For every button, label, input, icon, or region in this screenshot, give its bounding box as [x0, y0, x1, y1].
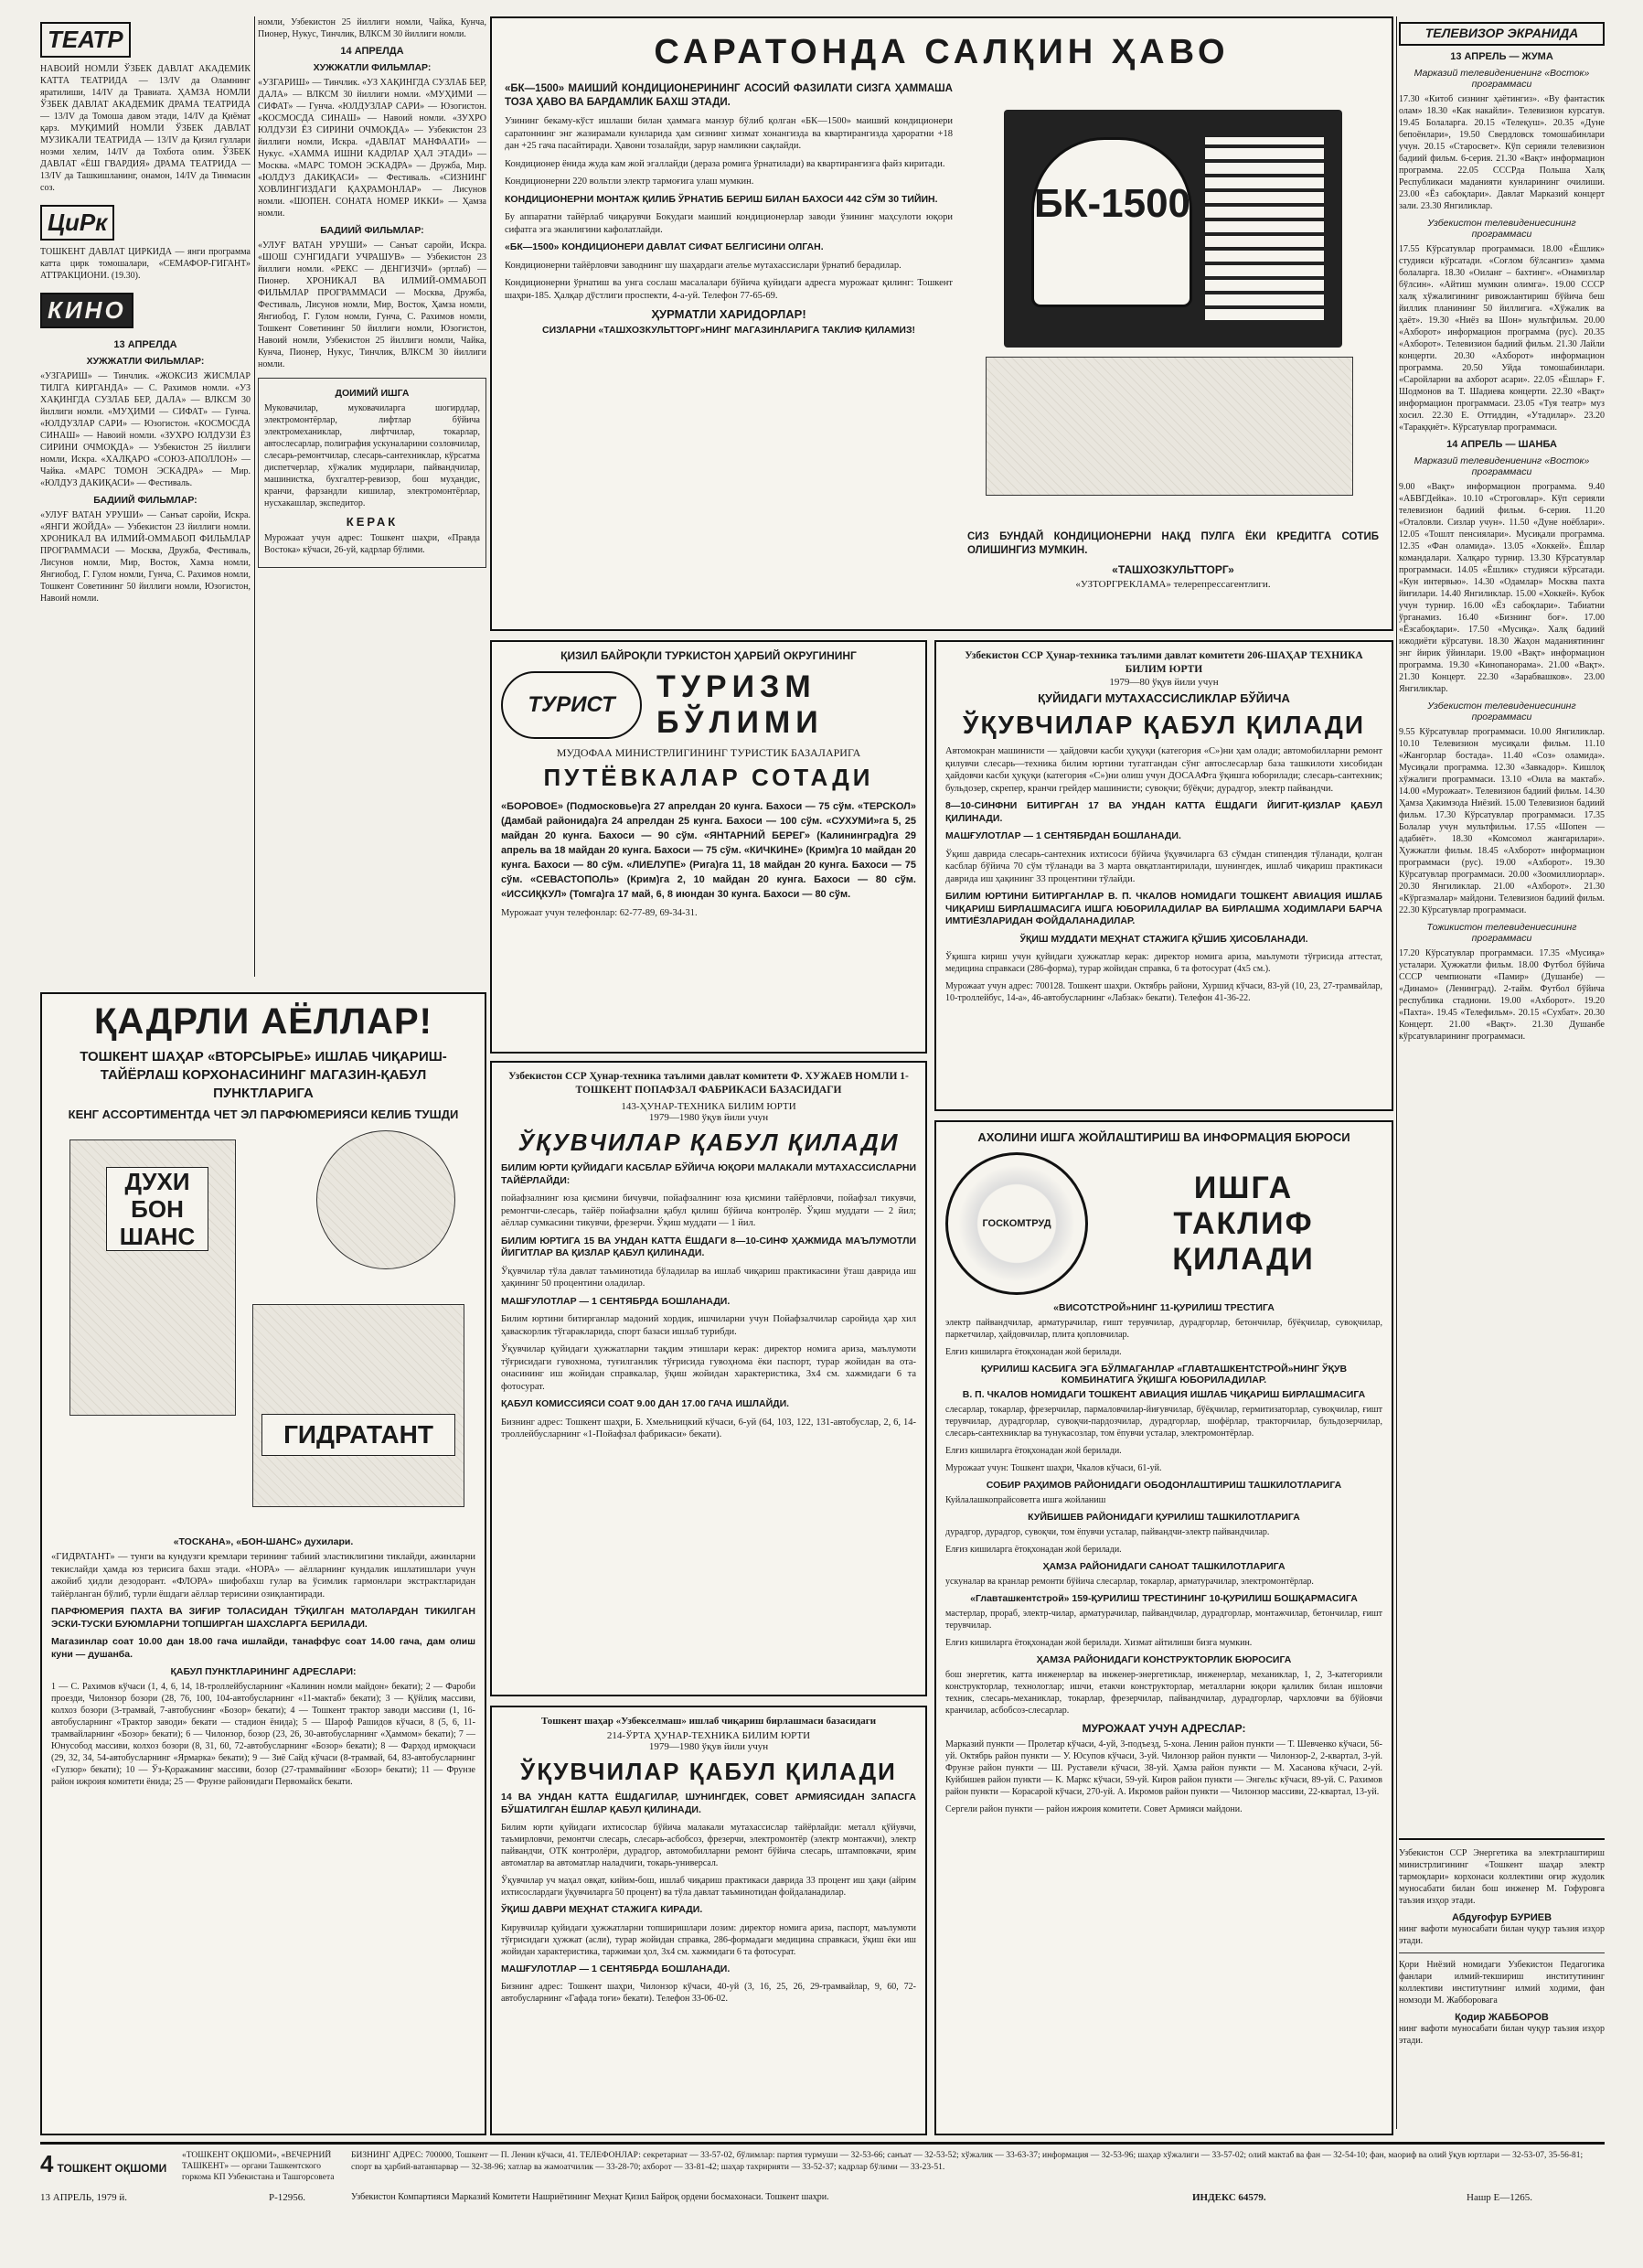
tv-t5: 17.20 Кўрсатувлар программаси. 17.35 «Мусиқа» усталари. Ҳужжатли фильм. 18.00 Футбол бўйича СССР чемпионати «Памир» (Душанбе) — «Динамо» (Ленинград). 2-тайм. Футбол бўйича республика стадиони. 19.00 «Ахборот». 19.20 «Пахта». 19.45 «Телефильм». 20.15 «Сухбат». 20.30 Концерт. 21.00 «Вақт». 21.30 Душанбе кўрсатувларининг программаси. — [1399, 948, 1605, 1042]
employment-b8: бош энергетик, катта инженерлар ва инженер-энергетиклар, инженерлар, механиклар, 1, 2, 3-категорияли конструкторлар, технологлар; ишчи, етакчи конструкторлар, металларни юқори қалилик билан ишловчи техник, слесарь-механиклар, токарлар, фрезерчилар, пайвандчилар, дурадгорлар, чархловчи ва бўйовчи кранчилар, асбобсоз-слесарлар. — [945, 1670, 1382, 1716]
kerak-title: КЕРАК — [346, 515, 399, 529]
tv-program-column — [1399, 16, 1605, 1048]
column-cinema-continued — [258, 16, 486, 568]
ac-p7: «БК—1500» КОНДИЦИОНЕРИ ДАВЛАТ СИФАТ БЕЛГИСИНИ ОЛГАН. — [505, 241, 824, 252]
footer-issue: «ТОШКЕНТ ОҚШОМИ», «ВЕЧЕРНИЙ ТАШКЕНТ» — органи Ташкентского горкома КП Узбекистана и Ташгорсовета — [182, 2151, 335, 2182]
newspaper-footer — [40, 2142, 1605, 2209]
employment-b1: электр пайвандчилар, арматурачилар, ғишт терувчилар, дурадгорлар, бетончилар, бўёқчилар, сувоқчилар, паркетчилар, ҳайдовчилар, плита қопловчилар. — [945, 1318, 1382, 1340]
teatr-listing: НАВОИЙ НОМЛИ ЎЗБЕК ДАВЛАТ АКАДЕМИК КАТТА ТЕАТРИДА — 13/IV да Оламнинг яратилиши, 14/IV да Травиата. ҲАМЗА НОМЛИ ЎЗБЕК ДАВЛАТ АКАДЕМИК ДРАМА ТЕАТРИДА — 13/IV да Томоша давом этади, 14/IV да Қиёмат қарз. МУҚИМИЙ НОМЛИ ЎЗБЕК ДАВЛАТ МУЗИКАЛИ ТЕАТРИДА — 13/IV да Қизил гуллари ноэми хелим, 14/IV да Тохбота олим. ЎЗБЕК ДАВЛАТ «ЁШ ГВАРДИЯ» ДРАМА ТЕАТРИДА — 13/IV да Ташкишланинг, онамон, 14/IV да Тинмасин соз. — [40, 64, 251, 193]
employment-title3: ҚИЛАДИ — [1172, 1241, 1315, 1277]
school-206-address: Мурожаат учун адрес: 700128. Тошкент шаҳри. Октябрь райони, Хуршид кўчаси, 83-уй (10, 23, 27-трамвайлар, 10-троллейбус, 14-а», 46-автобусларнинг «Лабзак» бекати). Телефон 41-36-22. — [945, 981, 1382, 1003]
employment-address-title: МУРОЖААТ УЧУН АДРЕСЛАР: — [1082, 1722, 1246, 1735]
school-143-b8: ҚАБУЛ КОМИССИЯСИ СОАТ 9.00 ДАН 17.00 ГАЧА ИШЛАЙДИ. — [501, 1398, 790, 1409]
employment-address-list2: Сергели район пункти — район ижроия комитети. Совет Армияси майдони. — [945, 1804, 1243, 1814]
hydratant-label: ГИДРАТАНТ — [261, 1414, 455, 1456]
school-214-b3: Ўқувчилар уч маҳал овқат, кийим-бош, ишлаб чиқариш практикаси даврида 33 процент иш ҳақи (айрим ихтисослардаги ўқувчиларга 50 процент) ва тўла давлат таъминотидан фойдаланадилар. — [501, 1876, 916, 1898]
perfume-body: «ГИДРАТАНТ» — тунги ва кундузги кремлари терининг табиий эластиклигини тиклайди, ажинларни текислайди ҳамда юз терисига бахш этади. «НОРА» — аёлларнинг кундалик ишлатишлари учун ажойиб ҳидли дезодорант. «ФЛОРА» шифобахш гулар ва ўсимлик гармонлари экстрактларидан тайёрланган бўлиб, турли ёшдаги аёллар терисини озиқлантиради. — [51, 1552, 475, 1599]
employment-title2: ТАКЛИФ — [1173, 1205, 1314, 1241]
employment-b7: мастерлар, прораб, электр-чилар, арматурачилар, пайвандчилар, дурадгорлар, монтажчилар, бетончилар, ғишт терувчилар. — [945, 1609, 1382, 1631]
teatr-logo: ТЕАТР — [40, 22, 131, 58]
school-143-top: Узбекистон ССР Ҳунар-техника таълими давлат комитети Ф. ХУЖАЕВ НОМЛИ 1-ТОШКЕНТ ПОПАФЗАЛ ФАБРИКАСИ БАЗАСИДАГИ — [508, 1071, 909, 1096]
school-143-title: ЎҚУВЧИЛАР ҚАБУЛ ҚИЛАДИ — [517, 1129, 900, 1156]
school-214-ad — [490, 1706, 927, 2135]
kino-documentary-listing: «УЗГАРИШ» — Тинчлик. «ЖОКСИЗ ЖИСМЛАР ТИЛГА КИРГАНДА» — С. Рахимов номли. «УЗ ХАҚИНГДА СУЗЛАБ БЕР, ДАЛА» — ВЛКСМ 30 йиллиги номли. «МУҲИМИ — СИФАТ» — Гунча. «ЮЛДУЗЛАР САРИ» — Юзогистон. «КОСМОСДА СИНАШ» — Навоий номли. «ЗУХРО ЮЛДУЗИ ЁЗ СИРИНИ ОЧМОҚДА» — Узбекистон 25 йиллиги номли, Искра. «ХАЛҚАРО «СОЮЗ-АПОЛЛОН» — Чайка. «МАРС ТОМОН ЭСКАДРА» — Мир. «ЮЛДУЗ ДАКИҚАСИ» — Фестиваль. — [40, 371, 251, 488]
employment-n1: Елғиз кишиларга ётоқхонадан жой берилади. — [945, 1347, 1122, 1357]
column-theatre-cinema — [40, 16, 251, 610]
perfume-ad-intro: ТОШКЕНТ ШАҲАР «ВТОРСЫРЬЕ» ИШЛАБ ЧИҚАРИШ-ТАЙЁРЛАШ КОРХОНАСИНИНГ МАГАЗИН-ҚАБУЛ ПУНКТЛАРИГА — [80, 1049, 447, 1101]
perfume-hours: Магазинлар соат 10.00 дан 18.00 гача ишлайди, танаффус соат 14.00 гача, дам олиш куни — душанба. — [51, 1636, 475, 1660]
tv-t3: 9.00 «Вақт» информацион программа. 9.40 «АБВГДейка». 10.10 «Строговлар». Кўп серияли телевизион бадиий фильм. 6-серия. 11.20 «Оталовли. Сизлар учун». 11.50 «Дуне ноёблари». 12.05 «Тошлт пенсиялари». Мусиқали программа. 12.35 «Фан оламида». 13.05 «Хоккей». Ёшлар командалари. Халқаро турнир. 13.30 Кўрсатувлар программаси. 14.05 «Ёшлик» студияси кўрсатади. «Кун интервью». 14.30 «Одамлар» Москва пахта йиғилари. 14.40 Янгиликлар. 15.00 «Хоккей». Кубок учун турнир. 16.00 «Ёз сабоқлари». Табиатни ўрганамиз. 16.40 «Бизнинг боғ». 17.00 «Ёзсабоқлари». 17.50 «Мусиқа». Халқ бадиий ижодиёти кўрсатуви. 18.30 Жаҳон маданиятининг энг йирик ўйинлари. 19.00 «Вақт» информацион программа. 19.30 «Кинопанорама». 21.00 «Вақт». 21.30 Концерт. 22.30 «Зарабвашков». 23.00 Янгиликлар. — [1399, 482, 1605, 694]
footer-printer: Узбекистон Компартияси Марказий Комитети Нашриётининг Меҳнат Қизил Байроқ ордени босмахонаси. Тошкент шаҳри. — [351, 2192, 829, 2202]
goskomtrud-logo: ГОСКОМТРУД — [945, 1152, 1088, 1295]
tv-logo: ТЕЛЕВИЗОР ЭКРАНИДА — [1399, 22, 1605, 46]
tv-s5: Тожикистон телевидениесининг программаси — [1426, 922, 1577, 944]
employment-ad — [934, 1120, 1393, 2135]
school-143-b5: МАШҒУЛОТЛАР — 1 СЕНТЯБРДА БОШЛАНАДИ. — [501, 1295, 731, 1307]
tv-t1: 17.30 «Китоб сизнинг ҳаётингиз». «Ву фантастик олам» 18.30 «Как накайли». Телевизион курсатув. 19.45 Болаларга. 20.15 «Телеқуш». 20.35 «Дуне бепоёнлари», 19.50 Свердловск томошабинлари учун. 20.15 «Старосвет». Кўп серияли телевизион бадиий фильм. 6-серия. 21.30 «Вақт» информацион программа. 22.05 СССРда Польша Халқ Республикаси маданияти кунларининг очилиши. 23.00 «Ёз сабоқлари». Давлат Марказий концерт зали. 23.30 Янгиликлар. — [1399, 94, 1605, 211]
tv-s3: Марказий телевидениенинг «Восток» программаси — [1414, 455, 1590, 477]
tourism-items: «БОРОВОЕ» (Подмосковье)га 27 апрелдан 20 кунга. Бахоси — 75 сўм. «ТЕРСКОЛ» (Дамбай районида)га 24 апрелдан 25 кунга. Бахоси — 100 сўм. «СУХУМИ»га 5, 25 майдан 20 кунга. Бахоси — 90 сўм. «ЯНТАРНИЙ БЕРЕГ» (Калининград)га 29 апрель ва 18 майдан 20 кунга. Бахоси — 75 сўм. «КИЧКИНЕ» (Крим)га 10 майдан 20 кунга. Бахоси — 80 сўм. «ЛИЕЛУПЕ» (Рига)га 11, 18 майдан 20 кунга. Бахоси — 75 сўм. «СЕВАСТОПОЛЬ» (Крим)га 2, 10 майдан 20 кунга. Бахоси — 80 сўм. «ИССИҚКУЛ» (Томга)га 17 май, 6, 8 июндан 30 кунга. Бахоси — 80 сўм. — [501, 801, 916, 900]
condolence-1-tail: нинг вафоти муносабати билан чуқур таъзия изҳор этади. — [1399, 1924, 1605, 1946]
ac-p2: Узининг бекаму-кўст ишлаши билан ҳаммага манзур бўлиб қолган «БК—1500» маиший кондиционери саратоннинг энг жазирамали кунларида ҳам сизнинг хизмат хонангизда ва квартирангизда ҳароратни +18 дан +25 гача пасайтиради. Ҳавони тозалайди, зарур намликни сақлайди. — [505, 116, 953, 151]
employment-s2: ҚУРИЛИШ КАСБИГА ЭГА БЎЛМАГАНЛАР «ГЛАВТАШКЕНТСТРОЙ»НИНГ ЎҚУВ КОМБИНАТИГА ЎҚИШГА ЮБОРИЛАДИЛАР. — [980, 1364, 1348, 1385]
employment-s4: СОБИР РАҲИМОВ РАЙОНИДАГИ ОБОДОНЛАШТИРИШ ТАШКИЛОТЛАРИГА — [986, 1480, 1342, 1491]
school-214-address: Бизнинг адрес: Тошкент шаҳри, Чилонзор кўчаси, 40-уй (3, 16, 25, 26, 29-трамвайлар, 9, 60, 72-автобусларнинг «Гафада тоғи» бекати). Телефон 33-06-02. — [501, 1982, 916, 2004]
school-143-b6: Билим юртини битирганлар мадоний хордик, ишчиларни учун Пойафзалчилар саройида ҳар хил ҳаваскорлик тўгаракларида, спорт базаси ишлаб турибди. — [501, 1314, 916, 1337]
ac-p3: Кондиционер ёнида жуда кам жой эгаллайди (дераза ромига ўрнатилади) ва квартирангизга файз киритади. — [505, 158, 945, 169]
ac-p11: СИЗЛАРНИ «ТАШХОЗКУЛЬТТОРГ»НИНГ МАГАЗИНЛАРИГА ТАКЛИФ ҚИЛАМИЗ! — [541, 325, 916, 336]
badiy-subheading: БАДИИЙ ФИЛЬМЛАР: — [93, 495, 197, 506]
school-214-top: Тошкент шаҳар «Узбекселмаш» ишлаб чиқариш бирлашмаси базасидаги — [540, 1716, 877, 1727]
ac-illustration — [967, 82, 1379, 503]
perfume-list-title: ҚАБУЛ ПУНКТЛАРИНИНГ АДРЕСЛАРИ: — [170, 1666, 357, 1677]
school-206-year: 1979—80 ўқув йили учун — [1109, 677, 1219, 688]
school-214-b4: ЎҚИШ ДАВРИ МЕҲНАТ СТАЖИГА КИРАДИ. — [501, 1904, 703, 1915]
ac-signature1: «ТАШХОЗКУЛЬТТОРГ» — [1112, 563, 1234, 576]
doimiy-ishga-ad — [258, 378, 486, 568]
ac-p5: КОНДИЦИОНЕРНИ МОНТАЖ ҚИЛИБ ЎРНАТИБ БЕРИШ БИЛАН БАХОСИ 442 СЎМ 30 ТИЙИН. — [505, 193, 938, 205]
tv-s4: Узбекистон телевидениесининг программаси — [1427, 701, 1576, 722]
kerak-text: Мурожаат учун адрес: Тошкент шаҳри, «Правда Востока» кўчаси, 26-уй, кадрлар бўлими. — [264, 533, 480, 555]
footer-date: 13 АПРЕЛЬ, 1979 й. — [40, 2192, 127, 2203]
doimiy-text: Муковачилар, муковачиларга шогирдлар, электромонтёрлар, лифтлар бўйича электромеханиклар, лифтчилар, токарлар, автослесарлар, полиграфия ускуналарини созловчилар, слесарь-ремонтчилар, слесарь-сантехниклар, кўрсатма диспетчерлар, хўжалик мудирлари, пайвандчилар, машинистка, бухгалтер-ревизор, бош муҳандис, кранчи, фарзандли кишилар, электромонтёрлар, нусхакашлар, экспедитор. — [264, 403, 480, 508]
ac-brand-label: БК-1500 — [1034, 181, 1191, 226]
column-rule — [1396, 16, 1397, 2129]
ac-grille — [1205, 137, 1324, 320]
employment-s8: ҲАМЗА РАЙОНИДАГИ КОНСТРУКТОРЛИК БЮРОСИГА — [1036, 1654, 1292, 1665]
employment-s7: «Главташкентстрой» 159-ҚУРИЛИШ ТРЕСТИНИНГ 10-ҚУРИЛИШ БОШҚАРМАСИГА — [970, 1593, 1358, 1604]
air-conditioner-ad — [490, 16, 1393, 631]
kino-subheading: ХУЖЖАТЛИ ФИЛЬМЛАР: — [86, 356, 205, 367]
school-214-b5: Кирувчилар қуйидаги ҳужжатларни топширишлари лозим: директор номига ариза, паспорт, маълумоти тўғрисидаги ҳужжат (асли), турар жойидан справка, 286-формадаги медицина справкаси, ўқиш ёки иш жойидан характеристика, таржимаи ҳол, 3х4 см. хажмидаги 6 та фотосурат. — [501, 1922, 916, 1957]
employment-b6: ускуналар ва кранлар ремонти бўйича слесарлар, токарлар, арматурачилар, электромонтёрлар. — [945, 1577, 1314, 1587]
tv-s1: Марказий телевидениенинг «Восток» программаси — [1414, 68, 1590, 90]
ac-caption: СИЗ БУНДАЙ КОНДИЦИОНЕРНИ НАҚД ПУЛГА ЁКИ КРЕДИТГА СОТИБ ОЛИШИНГИЗ МУМКИН. — [967, 531, 1379, 556]
school-214-b1: 14 ВА УНДАН КАТТА ЁШДАГИЛАР, ШУНИНГДЕК, СОВЕТ АРМИЯСИДАН ЗАПАСГА БЎШАТИЛГАН ЁШЛАР ҚАБУЛ ҚИЛИНАДИ. — [501, 1792, 916, 1815]
tourism-top: ҚИЗИЛ БАЙРОҚЛИ ТУРКИСТОН ҲАРБИЙ ОКРУГИНИНГ — [560, 649, 857, 662]
man-in-chair-image — [986, 357, 1353, 496]
ac-ad-title: САРАТОНДА САЛҚИН ҲАВО — [654, 33, 1230, 71]
school-206-b2: 8—10-СИНФНИ БИТИРГАН 17 ВА УНДАН КАТТА ЁШДАГИ ЙИГИТ-ҚИЗЛАР ҚАБУЛ ҚИЛИНАДИ. — [945, 800, 1382, 824]
condolence-notices — [1399, 1838, 1605, 2052]
employment-top: АХОЛИНИ ИШГА ЖОЙЛАШТИРИШ ВА ИНФОРМАЦИЯ БЮРОСИ — [977, 1130, 1350, 1144]
kino-logo: КИНО — [40, 293, 133, 328]
school-214-sub: 214-ЎРТА ҲУНАР-ТЕХНИКА БИЛИМ ЮРТИ — [606, 1730, 811, 1741]
tv-s2: Узбекистон телевидениесининг программаси — [1427, 218, 1576, 240]
cinema-feature-listing: «УЛУҒ ВАТАН УРУШИ» — Санъат саройи, Искра. «ШОШ СУНГИДАГИ УЧРАШУВ» — Узбекистон 23 йиллиги номли. «РЕКС — ДЕНГИЗЧИ» (эртлаб) — Пионер. ХРОНИКАЛ ВА ИЛМИЙ-ОММАБОП ФИЛЬМЛАР ПРОГРАММАСИ — Москва, Дружба, Фестиваль, Лисунов номли, Мир, Восток, Ҳамза номли, Янгиобод, Г. Гулом номли, Гунча, С. Рахимов номли, Тошкент Советининг 50 йиллиги номли, Юзогистон, Навоий номли, Узбекистон 25 йиллиги номли, Чайка, Кунча, Пионер, Нукус, Тинчлик, ВЛКСМ 30 йиллиги номли. — [258, 241, 486, 369]
tv-day1: 13 АПРЕЛЬ — ЖУМА — [1450, 51, 1553, 62]
ac-p4: Кондиционерни 220 вольтли электр тармоғига улаш мумкин. — [505, 177, 754, 187]
perfume-body2: ПАРФЮМЕРИЯ ПАХТА ВА ЗИҒИР ТОЛАСИДАН ТЎҚИЛГАН МАТОЛАРДАН ТИКИЛГАН ЭСКИ-ТУСКИ БУЮМЛАРНИ ТОПШИРГАН ШАХСЛАРГА БЕРИЛАДИ. — [51, 1606, 475, 1630]
ac-signature2: «УЗТОРГРЕКЛАМА» телерепрессагентлиги. — [1075, 579, 1271, 590]
footer-index-p: Р-12956. — [269, 2192, 306, 2203]
perfume-brand-label: ДУХИ БОН ШАНС — [106, 1167, 208, 1251]
employment-s6: ҲАМЗА РАЙОНИДАГИ САНОАТ ТАШКИЛОТЛАРИГА — [1042, 1561, 1286, 1572]
school-206-b4: Ўқиш даврида слесарь-сантехник ихтисоси бўйича ўқувчиларга 63 сўмдан стипендия тўланади, қолган касблар бўйича 70 сўм тўланади ва 3 марта овқатлантирилади, шунингдек, ишлаб чиқариш практикаси даврида иш ҳақининг 33 процентини тўлайди. — [945, 849, 1382, 884]
tv-t4: 9.55 Кўрсатувлар программаси. 10.00 Янгиликлар. 10.10 Телевизион мусиқали фильм. 11.10 «Жангорлар бостада». 11.40 «Соз» оламида». Мусиқали программа. 12.30 «Завкадор». Кишлоқ хўжалиги программаси. 13.10 «Оила ва мактаб». 14.00 «Мурожаат». Телевизион бадиий фильм. 14.30 Ҳамза Ҳакимзода Ниёзий. 15.00 Телевизион бадиий фильм. 17.30 Кўрсатувлар программаси. 17.35 Болалар учун мультфильм. 17.55 «Шопен — адабиёт». 18.30 «Комсомол жангарилари». Ҳужжатли фильм. 18.45 «Ахборот» информацион программаси (рус). 19.00 «Ахборот». 19.30 Кўрсатувлар программаси. 20.00 «Зоомиллиорлар». 20.30 Янгиликлар. 21.00 «Ахборот». 21.30 «Кўргазмалар» майдони. Телевизион бадиий фильм. 22.30 Кўрсатувлар программаси. — [1399, 727, 1605, 915]
employment-b5: дурадгор, дурадгор, сувоқчи, том ёпувчи усталар, пайвандчи-электр пайвандчилар. — [945, 1527, 1270, 1537]
school-206-b5: БИЛИМ ЮРТИНИ БИТИРГАНЛАР В. П. ЧКАЛОВ НОМИДАГИ ТОШКЕНТ АВИАЦИЯ ИШЛАБ ЧИҚАРИШ БИРЛАШМАСИГА ИШГА ЮБОРИЛАДИЛАР ВА БИРЛАШМА ХОДИМЛАРИ БАРЧА ИМТИЁЗЛАРИДАН ФОЙДАЛАНАДИЛАР. — [945, 891, 1382, 926]
kino-feature-listing: «УЛУҒ ВАТАН УРУШИ» — Санъат саройи, Искра. «ЯНГИ ЖОЙДА» — Узбекистон 23 йиллиги номли. ХРОНИКАЛ ВА ИЛМИЙ-ОММАБОП ФИЛЬМЛАР ПРОГРАММАСИ — Москва, Дружба, Фестиваль, Лисунов номли, Мир, Восток, Хамза номли, Янгиобод, Г. Гулом номли, Гунча, С. Рахимов номли, Тошкент Советининг 50 йиллиги номли, Юзогистон, Навоий номли. — [40, 510, 251, 604]
ac-p1: «БК—1500» МАИШИЙ КОНДИЦИОНЕРИНИНГ АСОСИЙ ФАЗИЛАТИ СИЗГА ҲАММАША ТОЗА ҲАВО ВА БАРДАМЛИК БАХШ ЭТАДИ. — [505, 83, 953, 108]
school-143-b3: БИЛИМ ЮРТИГА 15 ВА УНДАН КАТТА ЁШДАГИ 8—10-СИНФ ҲАЖМИДА МАЪЛУМОТЛИ ЙИГИТЛАР ВА ҚИЗЛАР ҚАБУЛ ҚИЛИНАДИ. — [501, 1235, 916, 1258]
cinema-date: 14 АПРЕЛДА — [340, 46, 404, 57]
footer-index: ИНДЕКС 64579. — [1192, 2192, 1266, 2203]
school-214-b2: Билим юрти қуйидаги ихтисослар бўйича малакали мутахассислар тайёрлайди: металл қўйувчи, таъмирловчи, ремонтчи слесарь, слесарь-асбобсоз, фрезерчи, электромонтёр (электр монтажчи), электр пайвандчи, ОТК контролёри, дурадгор, автомобилларни ремонт бўйича слесарь, штамповкачи, ярим автоматлар ва автоматлар наладчиги, токарь-универсал. — [501, 1823, 916, 1868]
school-143-b7: Ўқувчилар қуйидаги ҳужжатларни тақдим этишлари керак: директор номига ариза, маълумоти тўғрисидаги гувохнома, туғилганлик тўғрисида гувоҳнома ёки паспорт, турар жойидан ва ота-онасининг иш жойидан справкалар, ўқиш жойидан характеристика, 3х4 см. хажмидаги 6 та фотосурат. — [501, 1344, 916, 1392]
school-143-ad — [490, 1061, 927, 1696]
employment-title1: ИШГА — [1193, 1170, 1294, 1205]
page-number: 4 — [40, 2150, 54, 2177]
cinema-subheading: ХУЖЖАТЛИ ФИЛЬМЛАР: — [313, 62, 432, 73]
condolence-2-name: Қодир ЖАББОРОВ — [1455, 2012, 1549, 2023]
school-143-year: 1979—1980 ўқув йили учун — [648, 1112, 769, 1123]
employment-n4: Куйлалашкопрайсоветга ишга жойланиш — [945, 1495, 1106, 1505]
sirk-listing: ТОШКЕНТ ДАВЛАТ ЦИРКИДА — янги программа катта цирк томошалари, «СЕМАФОР-ГИГАНТ» АТТРАКЦИОНИ. (19.30). — [40, 247, 251, 281]
condolence-2-tail: нинг вафоти муносабати билан чуқур таъзия изҳор этади. — [1399, 2024, 1605, 2046]
ac-p9: Кондиционерни ўрнатиш ва унга сослаш масалалари бўйича қуйидаги адресга мурожаат қилинг: Тошкент шаҳри-185. Ҳалқар дўстлиги проспекти, 4-а-уй. Телефон 77-65-69. — [505, 278, 953, 301]
ac-unit-image — [1004, 110, 1342, 348]
tv-day2: 14 АПРЕЛЬ — ШАНБА — [1446, 439, 1557, 450]
school-143-b1: БИЛИМ ЮРТИ ҚУЙИДАГИ КАСБЛАР БЎЙИЧА ЮҚОРИ МАЛАКАЛИ МУТАХАССИСЛАРНИ ТАЙЁРЛАЙДИ: — [501, 1162, 916, 1186]
school-143-b4: Ўқувчилар тўла давлат таъминотида бўладилар ва ишлаб чиқариш практикасини ўташ даврида иш ҳақининг 50 процентини оладилар. — [501, 1266, 916, 1289]
school-206-top: Узбекистон ССР Ҳунар-техника таълими давлат комитети 206-ШАҲАР ТЕХНИКА БИЛИМ ЮРТИ — [965, 650, 1363, 675]
footer-masthead — [40, 2150, 177, 2178]
school-206-line: ҚУЙИДАГИ МУТАХАССИСЛИКЛАР БЎЙИЧА — [1038, 691, 1290, 705]
kino-date: 13 АПРЕЛДА — [113, 339, 177, 350]
cinema-documentary-listing: «УЗГАРИШ» — Тинчлик. «УЗ ХАҚИНГДА СУЗЛАБ БЕР, ДАЛА» — ВЛКСМ 30 йиллиги номли. «МУҲИМИ — СИФАТ» — Гунча. «ЮЛДУЗЛАР САРИ» — Юзогистон. «КОСМОСДА СИНАШ» — Навоий номли. «ЗУХРО ЮЛДУЗИ ЁЗ СИРИНИ ОЧМОҚДА» — Узбекистон 23 йиллиги номли, Искра. «ДАВЛАТ МАНФААТИ» — Нукус. «ХАММА ИШНИ КАДРЛАР ҲАЛ ЭТАДИ» — Москва. «МАРС ТОМОН ЭСКАДРА» — Дружба, Мир. «ЮЛДУЗ ДАКИҚАСИ» — Фестиваль. «СИЗНИНГ ХОВЛИНГИЗДАГИ ҚАҲРАМОНЛАР» — Лисунов номли. «ШОПЕН. СОНАТА НОМЕР ИККИ» — Ҳамза номли. — [258, 78, 486, 219]
column-rule — [254, 16, 255, 977]
perfume-ad — [40, 992, 486, 2135]
tourism-title2: БЎЛИМИ — [656, 705, 824, 740]
perfume-illustration — [51, 1130, 475, 1533]
condolence-2-body: Қори Ниёзий номидаги Узбекистон Педагогика фанлари илмий-текшириш институтининг коллективи институтнинг илмий ходими, фан номзоди М. Жабборовага — [1399, 1960, 1605, 2006]
tourism-phone: Мурожаат учун телефонлар: 62-77-89, 69-34-31. — [501, 908, 698, 918]
tourism-title3: ПУТЁВКАЛАР СОТАДИ — [543, 764, 874, 791]
employment-n3: Елғиз кишиларга ётоқхонадан жой берилади. — [945, 1446, 1122, 1456]
employment-s1: «ВИСОТСТРОЙ»НИНГ 11-ҚУРИЛИШ ТРЕСТИГА — [1053, 1302, 1275, 1313]
school-214-year: 1979—1980 ўқув йили учун — [648, 1741, 769, 1752]
ac-p6: Бу аппаратни тайёрлаб чиқарувчи Бокудаги маиший кондиционерлар заводи ўзининг маҳсулоти юқори сифатга эга эканлигини кафолатлайди. — [505, 212, 953, 235]
tourism-ad — [490, 640, 927, 1054]
employment-s3: В. П. ЧКАЛОВ НОМИДАГИ ТОШКЕНТ АВИАЦИЯ ИШЛАБ ЧИҚАРИШ БИРЛАШМАСИГА — [962, 1389, 1366, 1400]
cream-jar-image — [252, 1304, 464, 1507]
doimiy-title: ДОИМИЙ ИШГА — [335, 388, 410, 399]
perfume-address-list: 1 — С. Рахимов кўчаси (1, 4, 6, 14, 18-троллейбусларнинг «Калинин номли майдон» бекати); 2 — Фароби проезди, Чилонзор бозори (28, 76, 100, 104-автобусларнинг «11-мактаб» бекати); 3 — Қўйлиқ массиви, колхоз бозори (3-трамвай, 7-автобуснинг «Бозор» бекати); 4 — Тошкент трактор заводи массиви (1, 16-автобусларнинг «Трактор заводи» бекати — стадион ёнида); 5 — Шароф Рашидов кўчаси, 8 (5, 6, 11-трамвайларнинг «Бозор» бекати); 6 — Чилонзор, бозор (23, 26, 30-автобусларнинг «Ҳаммом» бекати); 7 — Юнусобод массиви, колхоз бозори (8, 31, 60, 72-автобусларнинг «Бозор» бекати); 8 — Фарҳод ирмоқчаси (29, 32, 34, 54-автобусларнинг «Ярмарка» бекати); 9 — Зиё Сайд кўчаси (8-трамвай, 64, 83-автобусларнинг «Гулзор» бекати); 10 — Ўз-Қоражаминг массиви, бозор (27-трамвайнинг «Бозор» бекати); 11 — Фрунзе район ижроия комитети ёнида; 25 — Фрунзе районидаги Первомайск бекати. — [51, 1682, 475, 1787]
school-143-sub: 143-ҲУНАР-ТЕХНИКА БИЛИМ ЮРТИ — [621, 1101, 796, 1112]
perfume-ad-title: ҚАДРЛИ АЁЛЛАР! — [93, 1001, 433, 1042]
tv-t2: 17.55 Кўрсатувлар программаси. 18.00 «Ёшлик» студияси кўрсатади. «Соғлом бўлсангиз» ҳамма болаларга. 18.30 «Оиланг – бахтинг». «Онамизлар бўлсин». «Айтиш мумкин олимга». 19.00 СССР халқ хўжалигининг ривожлантириш бўйича беш йиллик планининг 50 йиллигига. «Хўжалик ва ҳаёт». 19.30 «Ниёз ва Шон» мультфильм. 20.00 «Ахборот» информацион программа (рус). 20.35 «Ахборот». Телевизион бадиий фильм. 21.30 Лайли концерти. 20.30 «Ахборот» информацион программа. 20.50 Уйда томошабинлари. «Саройларни ва ахборот асари». 22.05 «Ёшлар» Ғ. Шодмонов ва Т. Шадиева концерти. 22.30 «Вақт» информацион программаси. 23.05 «Туя театр» муз хосил. 22.30 Е. Оттиддин, «Утадилар». 23.20 «Тараққиёт». Кўрсатувлар программаси. — [1399, 244, 1605, 433]
condolence-1-name: Абдуғофур БУРИЕВ — [1451, 1912, 1552, 1923]
school-143-b2: пойафзалнинг юза қисмини бичувчи, пойафзалнинг юза қисмини тайёрловчи, пойафзал тикувчи, ремонтчи-слесарь, тайёр пойафзални қабул қилиш бўйича контролёр. Ўқиш муддати — 2 йил; аёллар сумкасини тикувчи, фрезерчи. Ўқиш муддати — 1 йил. — [501, 1193, 916, 1228]
flower-image — [316, 1130, 455, 1269]
school-143-address: Бизнинг адрес: Тошкент шаҳри, Б. Хмельницкий кўчаси, 6-уй (64, 103, 122, 131-автобуслар, 2, 6, 14-троллейбусларнинг «1-Пойафзал фабрикаси» бекати). — [501, 1417, 916, 1439]
cinema-feature-subheading: БАДИИЙ ФИЛЬМЛАР: — [320, 225, 424, 236]
school-206-body: Автомокран машинисти — ҳайдовчи касби ҳуқуқи (категория «С»)ни ҳам олади; автомобилларни ремонт қилувчи слесарь—техника билим юртини тугатгандан сўнг автослесарлар база ташкилоти хисобидан ҳайдовчи касби ҳуқуқи (категория «С»)ни олиш учун ДОСААФга ўқишга юборилади; слесарь-сантехник; бульдозер, скрепер, кранчи грейдер машинисти; сувоқчи; бўёқчи; дурадгор, электр пайвандчи. — [945, 746, 1382, 794]
perfume-caption: «ТОСКАНА», «БОН-ШАНС» духилари. — [173, 1536, 354, 1547]
school-206-b3: МАШҒУЛОТЛАР — 1 СЕНТЯБРДАН БОШЛАНАДИ. — [945, 830, 1181, 841]
school-206-ad — [934, 640, 1393, 1111]
paper-name: ТОШКЕНТ ОҚШОМИ — [57, 2162, 167, 2175]
employment-n7: Елғиз кишиларга ётоқхонадан жой берилади. Хизмат айтилиши бизга мумкин. — [945, 1638, 1253, 1648]
school-206-b6: ЎҚИШ МУДДАТИ МЕҲНАТ СТАЖИГА ҚЎШИБ ҲИСОБЛАНАДИ. — [1019, 933, 1308, 945]
ac-p10: ҲУРМАТЛИ ХАРИДОРЛАР! — [651, 307, 806, 321]
cinema-listing-top: номли, Узбекистон 25 йиллиги номли, Чайка, Кунча, Пионер, Нукус, Тинчлик, ВЛКСМ 30 йиллиги номли. — [258, 17, 486, 39]
sirk-logo: ЦиРк — [40, 205, 114, 241]
employment-n5: Елғиз кишиларга ётоқхонадан жой берилади. — [945, 1545, 1122, 1555]
school-206-b7: Ўқишга кириш учун қуйидаги ҳужжатлар керак: директор номига ариза, маълумоти тўғрисида аттестат, медицина справкаси (286-форма), турар жойидан справка, 6 та фотосурат (4х5 см.). — [945, 952, 1382, 974]
employment-b3: слесарлар, токарлар, фрезерчилар, пармаловчилар-йиғувчилар, бўёқчилар, гермитизаторлар, сувоқчилар, ғишт терувчилар, дурадгорлар, сувоқчи-пардозчилар, дурадгорлар, шофёрлар, тракторчилар, бульдозерчилар, слесарь-сантехниклар ва тунукасозлар, том ёпувчи усталар, электромонтёрлар. — [945, 1405, 1382, 1439]
school-206-title: ЎҚУВЧИЛАР ҚАБУЛ ҚИЛАДИ — [963, 711, 1365, 739]
school-214-title: ЎҚУВЧИЛАР ҚАБУЛ ҚИЛАДИ — [520, 1758, 897, 1785]
perfume-ad-intro2: КЕНГ АССОРТИМЕНТДА ЧЕТ ЭЛ ПАРФЮМЕРИЯСИ КЕЛИБ ТУШДИ — [68, 1107, 459, 1121]
employment-s5: КУЙБИШЕВ РАЙОНИДАГИ ҚУРИЛИШ ТАШКИЛОТЛАРИГА — [1028, 1512, 1300, 1523]
footer-order: Нашр Е—1265. — [1467, 2192, 1533, 2203]
employment-address-list: Марказий пункти — Пролетар кўчаси, 4-уй, 3-подъезд, 5-хона. Ленин район пункти — Т. Шевченко кўчаси, 56-уй. Октябрь район пункти — У. Юсупов кўчаси, 3-уй. Чилонзор район пункти — Чилонзор-2, 2-квартал, 3-уй. Фрунзе район пункти — Ш. Руставели кўчаси, 38-уй. Ҳамза район пункти — М. Хасанова кўчаси, 2-уй. Куйбишев район пункти — К. Маркс кўчаси, 59-уй. Киров район пункти — Энгельс кўчаси, 89-уй. С. Рахимов район пункти — Кораcарой кўчаси, 270-уй. А. Икромов район пункти — Чилонзор массиви, 22-квартал, 13-уй. — [945, 1739, 1382, 1797]
ac-p8: Кондиционерни тайёрловчи заводнинг шу шаҳардаги ателье мутахассислари ўрнатиб берадилар. — [505, 260, 902, 271]
employment-n3b: Мурожаат учун: Тошкент шаҳри, Чкалов кўчаси, 61-уй. — [945, 1463, 1162, 1473]
turist-logo: ТУРИСТ — [501, 671, 642, 739]
school-214-b6: МАШҒУЛОТЛАР — 1 СЕНТЯБРДА БОШЛАНАДИ. — [501, 1963, 731, 1974]
footer-address: БИЗНИНГ АДРЕС: 700000, Тошкент — П. Ленин кўчаси, 41. ТЕЛЕФОНЛАР: секретариат — 33-57-02, бўлимлар: партия турмуши — 32-53-66; санъат — 32-53-52; хўжалик — 33-63-37; информация — 32-53-96; шаҳар хўжалиги — 33-57-02; олий мактаб ва фан — 32-54-10; фан, маориф ва олий ўқув юртлари — 32-53-07, 35-56-81; спорт ва ҳарбий-ватанпарвар — 32-38-96; хатлар ва жамоатчилик — 33-28-70; ахборот — 33-81-42; шаҳар тахририяти — 33-52-37; кадрлар бўлими — 33-23-51. — [351, 2151, 1584, 2172]
condolence-1-body: Узбекистон ССР Энергетика ва электрлаштириш министрлигининг «Тошкент шаҳар электр тармоқлари» корхонаси коллективи оғир жудолик муносабати билан бош инженер М. Гофуровга таъзия изҳор этади. — [1399, 1848, 1605, 1906]
tourism-title1: ТУРИЗМ — [656, 669, 816, 704]
tourism-subtitle: МУДОФАА МИНИСТРЛИГИНИНГ ТУРИСТИК БАЗАЛАРИГА — [556, 746, 861, 759]
